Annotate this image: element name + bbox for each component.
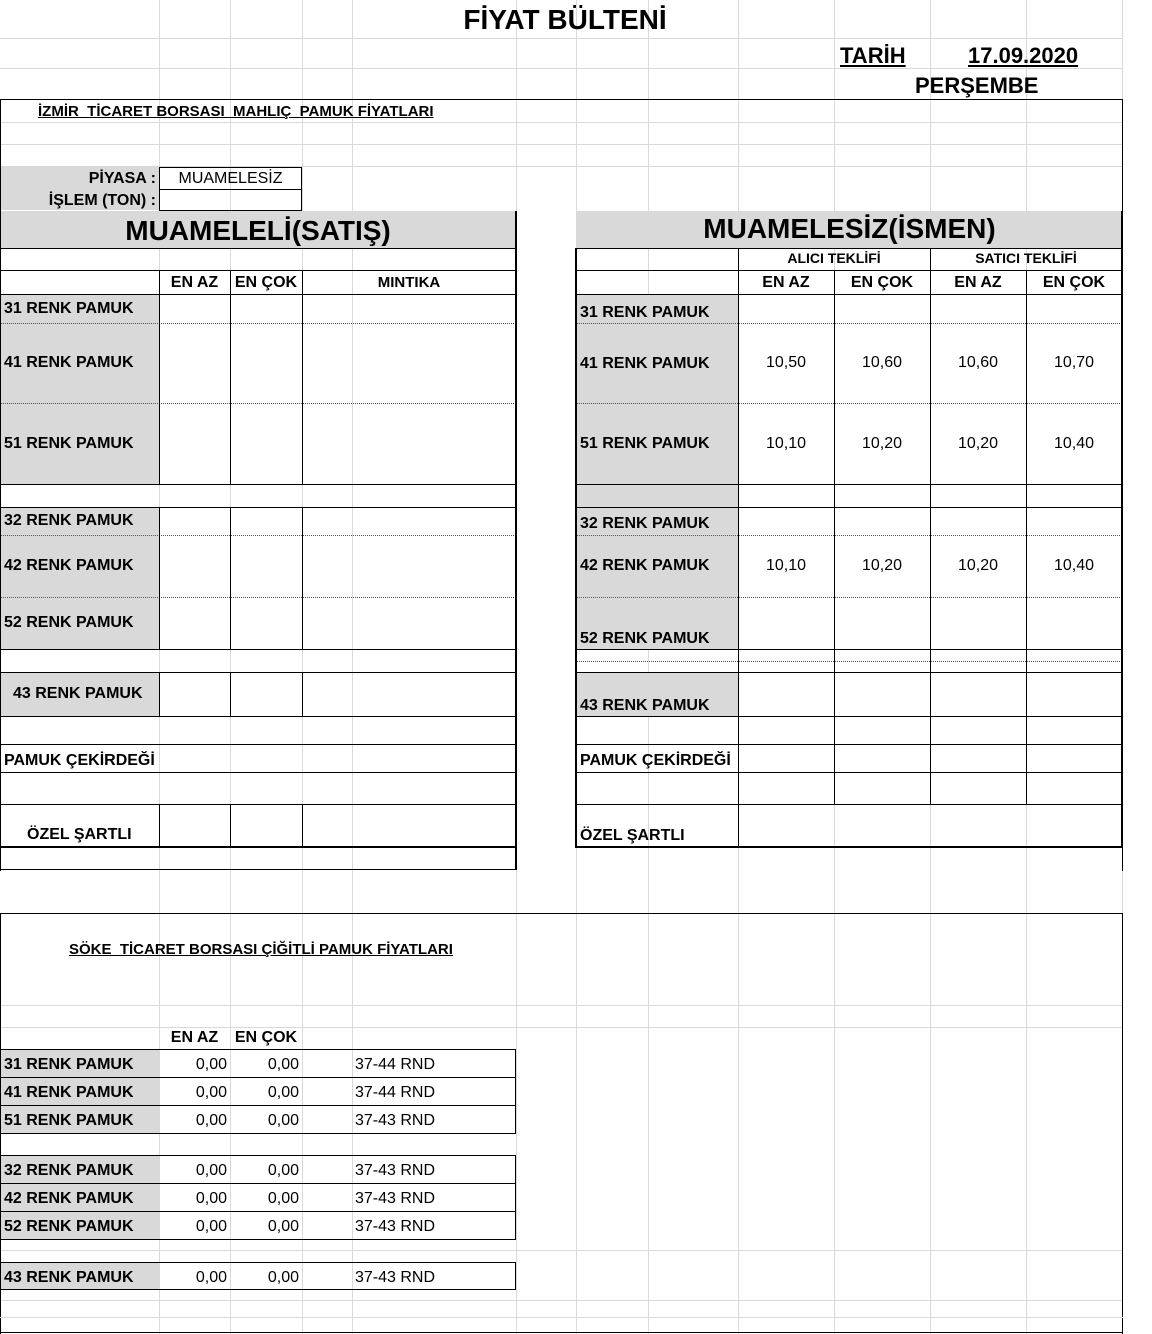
grid-row-line [0, 1250, 1123, 1251]
grid-row-line [0, 68, 1123, 69]
right-table-dotted-line [577, 323, 1122, 324]
right-row-value: 10,50 [765, 354, 807, 371]
right-table-vline [834, 270, 835, 804]
left-table-hline [1, 772, 516, 773]
right-row-label: 51 RENK PAMUK [580, 435, 710, 452]
left-table-vline [159, 672, 160, 716]
soke-table-hline [1, 1049, 516, 1050]
left-row-label: ÖZEL ŞARTLI [27, 826, 132, 843]
soke-row-min: 0,00 [195, 1056, 227, 1073]
date-label: TARİH [840, 43, 906, 68]
right-table-vline [930, 248, 931, 804]
piyasa-divider [159, 189, 302, 190]
right-row-label-cell [577, 484, 738, 507]
right-row-value: 10,40 [1053, 557, 1095, 574]
left-table-vline [302, 672, 303, 716]
soke-row-note: 37-43 RND [355, 1269, 436, 1286]
soke-row-max: 0,00 [267, 1218, 299, 1235]
soke-row-label: 52 RENK PAMUK [4, 1218, 134, 1235]
soke-row-note: 37-43 RND [355, 1112, 436, 1129]
soke-row-note: 37-43 RND [355, 1218, 436, 1235]
soke-table-right-border [515, 1262, 516, 1289]
right-row-value: 10,20 [957, 435, 999, 452]
soke-row-max: 0,00 [267, 1269, 299, 1286]
right-col-min-header: EN AZ [954, 274, 1002, 291]
soke-section-right-border [1122, 913, 1123, 1334]
page-title: FİYAT BÜLTENİ [463, 4, 667, 35]
left-col-min-header: EN AZ [170, 274, 219, 291]
right-table-hline [577, 744, 1122, 745]
left-table-vline [230, 507, 231, 649]
soke-table-hline [1, 1155, 516, 1156]
right-table-dotted-line [577, 597, 1122, 598]
left-table-bottom-border [1, 846, 516, 848]
right-table-dotted-line [577, 403, 1122, 404]
soke-row-min: 0,00 [195, 1269, 227, 1286]
right-row-value: 10,10 [765, 557, 807, 574]
left-table-hline [1, 672, 516, 673]
buyer-offer-header: ALICI TEKLİFİ [787, 250, 881, 266]
muamelesiz-title: MUAMELESİZ(İSMEN) [703, 213, 996, 244]
grid-col-line [648, 0, 649, 1334]
right-col-max-header: EN ÇOK [850, 274, 914, 291]
soke-row-label: 42 RENK PAMUK [4, 1190, 134, 1207]
soke-section-top-border [0, 913, 1123, 914]
left-table-hline [1, 716, 516, 717]
left-table-hline [1, 804, 516, 805]
soke-table-hline [1, 1105, 516, 1106]
islem-label: İŞLEM (TON) : [48, 192, 156, 209]
right-table-right-border [1121, 211, 1123, 848]
right-row-value: 10,20 [861, 557, 903, 574]
soke-row-label: 32 RENK PAMUK [4, 1162, 134, 1179]
right-row-label: 31 RENK PAMUK [580, 304, 710, 321]
left-table-vline [159, 270, 160, 484]
left-table-vline [230, 804, 231, 846]
right-col-min-header: EN AZ [762, 274, 810, 291]
soke-table-hline [1, 1183, 516, 1184]
left-table-dotted-line [1, 535, 516, 536]
left-row-label: 42 RENK PAMUK [4, 557, 134, 574]
grid-row-line [0, 1300, 1123, 1301]
left-table-vline [230, 672, 231, 716]
right-table-hline [577, 649, 1122, 650]
left-table-vline [159, 507, 160, 649]
soke-table-hline [1, 1211, 516, 1212]
right-row-label: 32 RENK PAMUK [580, 515, 710, 532]
izmir-section-top-border [0, 99, 1123, 100]
left-row-label: 41 RENK PAMUK [4, 354, 134, 371]
right-row-value: 10,60 [957, 354, 999, 371]
right-table-dotted-line [577, 661, 1122, 662]
left-col-region-header: MINTIKA [377, 274, 441, 291]
left-table-right-border [515, 211, 517, 870]
right-row-value: 10,20 [861, 435, 903, 452]
grid-row-line [0, 38, 1123, 39]
left-table-hline [1, 744, 516, 745]
soke-row-max: 0,00 [267, 1162, 299, 1179]
right-row-label: 41 RENK PAMUK [580, 355, 710, 372]
left-table-dotted-line [1, 323, 516, 324]
soke-col-min-header: EN AZ [170, 1029, 219, 1046]
soke-row-note: 37-43 RND [355, 1162, 436, 1179]
soke-row-label: 51 RENK PAMUK [4, 1112, 134, 1129]
left-row-label: 52 RENK PAMUK [4, 614, 134, 631]
right-table-hline [577, 484, 1122, 485]
left-row-label: 43 RENK PAMUK [13, 685, 143, 702]
left-row-label: PAMUK ÇEKİRDEĞİ [4, 752, 155, 769]
soke-row-min: 0,00 [195, 1190, 227, 1207]
soke-row-max: 0,00 [267, 1112, 299, 1129]
left-table-hline [1, 507, 516, 508]
left-row-label: 31 RENK PAMUK [4, 300, 134, 317]
soke-row-min: 0,00 [195, 1112, 227, 1129]
date-value: 17.09.2020 [968, 43, 1079, 68]
right-row-value: 10,60 [861, 354, 903, 371]
left-row-label: 51 RENK PAMUK [4, 435, 134, 452]
piyasa-value: MUAMELESİZ [178, 170, 283, 187]
right-row-value: 10,10 [765, 435, 807, 452]
soke-table-right-border [515, 1155, 516, 1239]
right-table-hline [577, 716, 1122, 717]
right-row-label: 43 RENK PAMUK [580, 697, 710, 714]
left-table-dotted-line [1, 403, 516, 404]
right-table-hline [577, 804, 1122, 805]
soke-row-note: 37-43 RND [355, 1190, 436, 1207]
left-table-bottom-line [1, 869, 517, 870]
soke-row-label: 41 RENK PAMUK [4, 1084, 134, 1101]
right-table-hline [577, 672, 1122, 673]
seller-offer-header: SATICI TEKLİFİ [975, 250, 1077, 266]
soke-table-gridline [0, 1317, 1123, 1318]
soke-row-min: 0,00 [195, 1084, 227, 1101]
left-table-hline [1, 248, 516, 249]
soke-row-max: 0,00 [267, 1084, 299, 1101]
left-table-vline [302, 804, 303, 846]
grid-row-line [0, 144, 1123, 145]
soke-row-max: 0,00 [267, 1190, 299, 1207]
right-table-dotted-line [577, 535, 1122, 536]
right-row-label: PAMUK ÇEKİRDEĞİ [580, 752, 731, 769]
muameleli-title: MUAMELELİ(SATIŞ) [125, 215, 391, 246]
right-table-hline [577, 248, 1122, 249]
left-table-vline [159, 804, 160, 846]
left-table-vline [302, 507, 303, 649]
right-row-value: 10,40 [1053, 435, 1095, 452]
right-row-label: ÖZEL ŞARTLI [580, 827, 685, 844]
left-row-label: 32 RENK PAMUK [4, 512, 134, 529]
soke-table-hline [1, 1262, 516, 1263]
soke-row-note: 37-44 RND [355, 1056, 436, 1073]
grid-row-line [0, 1005, 1123, 1006]
left-table-hline [1, 649, 516, 650]
right-table-hline [577, 507, 1122, 508]
soke-row-label: 43 RENK PAMUK [4, 1269, 134, 1286]
right-table-hline [577, 294, 1122, 295]
right-table-hline [577, 270, 1122, 271]
soke-table-hline [1, 1133, 516, 1134]
left-table-hline [1, 270, 516, 271]
soke-table-right-border [515, 1049, 516, 1133]
soke-table-hline [1, 1239, 516, 1240]
page-bottom-line [0, 1332, 1123, 1333]
right-row-value: 10,20 [957, 557, 999, 574]
left-col-max-header: EN ÇOK [234, 274, 298, 291]
soke-table-hline [1, 1289, 516, 1290]
right-col-max-header: EN ÇOK [1042, 274, 1106, 291]
soke-row-label: 31 RENK PAMUK [4, 1056, 134, 1073]
grid-row-line [0, 1027, 1123, 1028]
soke-table-hline [1, 1077, 516, 1078]
soke-row-max: 0,00 [267, 1056, 299, 1073]
piyasa-label: PİYASA : [88, 170, 156, 187]
right-row-value: 10,70 [1053, 354, 1095, 371]
soke-row-min: 0,00 [195, 1218, 227, 1235]
right-table-vline [1026, 270, 1027, 804]
left-table-dotted-line [1, 597, 516, 598]
izmir-heading: İZMİR TİCARET BORSASI MAHLIÇ PAMUK FİYATLARI [38, 103, 434, 120]
right-row-label: 42 RENK PAMUK [580, 557, 710, 574]
right-table-vline [738, 248, 739, 846]
soke-row-note: 37-44 RND [355, 1084, 436, 1101]
left-table-hline [1, 294, 516, 295]
left-table-vline [230, 270, 231, 484]
left-table-vline [302, 270, 303, 484]
right-table-hline [577, 772, 1122, 773]
right-row-label: 52 RENK PAMUK [580, 630, 710, 647]
right-table-bottom-border [576, 846, 1123, 848]
grid-row-line [0, 122, 1123, 123]
soke-heading: SÖKE TİCARET BORSASI ÇİĞİTLİ PAMUK FİYATLARI [69, 941, 453, 958]
soke-col-max-header: EN ÇOK [234, 1029, 298, 1046]
soke-row-min: 0,00 [195, 1162, 227, 1179]
day-name: PERŞEMBE [915, 73, 1039, 98]
right-table-left-border [575, 248, 577, 848]
left-table-hline [1, 484, 516, 485]
